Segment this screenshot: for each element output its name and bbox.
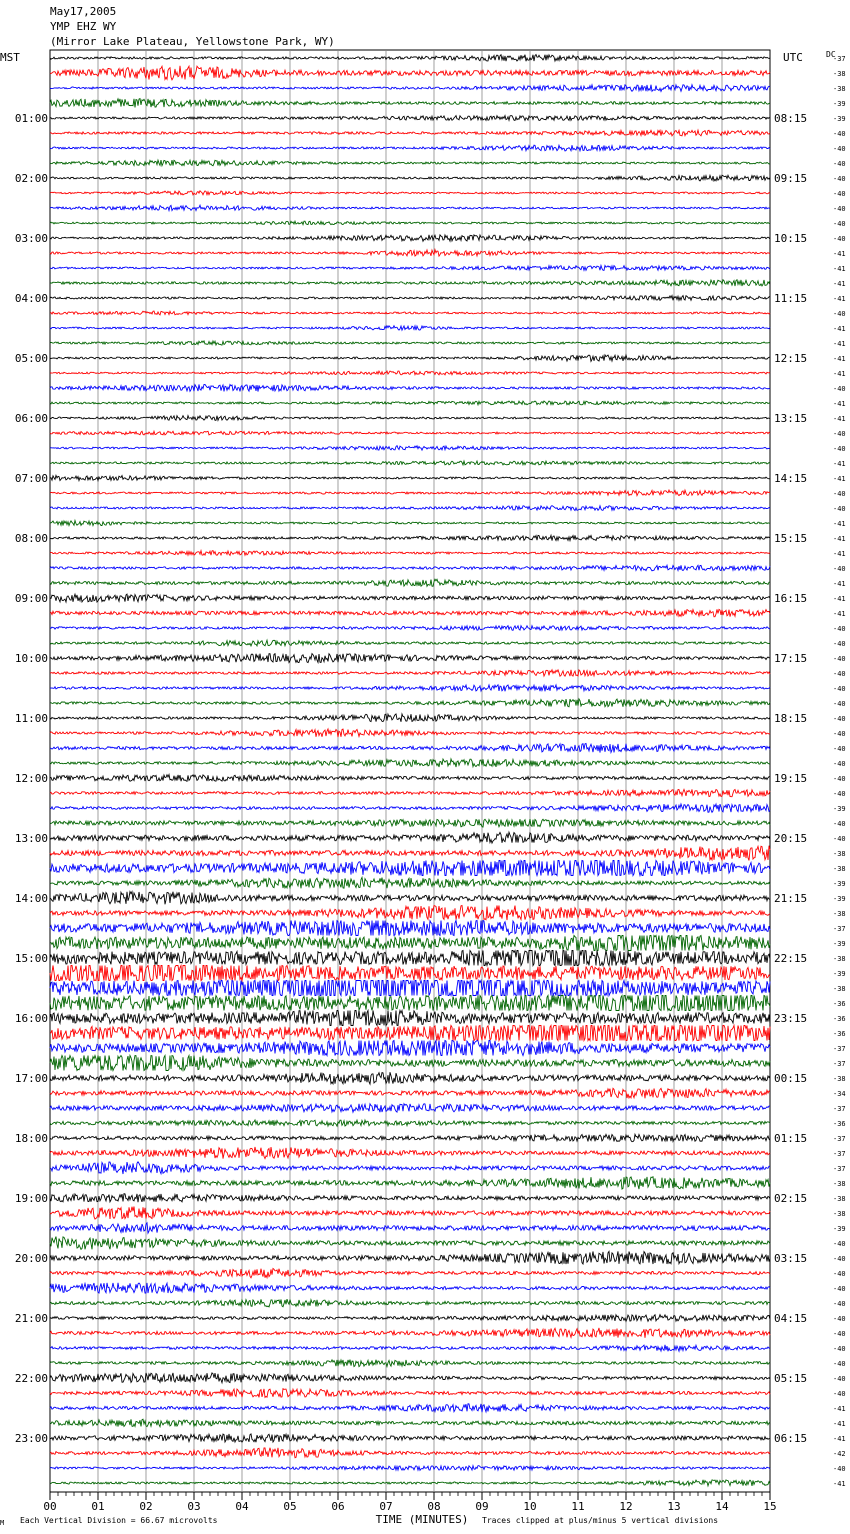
utc-hour-label: 19:15	[774, 772, 808, 785]
trace-line	[50, 729, 770, 737]
utc-hour-label: 15:15	[774, 532, 808, 545]
mst-hour-label: 10:00	[14, 652, 48, 665]
trace-line	[50, 535, 770, 540]
dc-offset-label: -40	[833, 775, 846, 783]
utc-hour-label: 12:15	[774, 352, 808, 365]
x-tick-label: 10	[523, 1500, 537, 1513]
trace-line	[50, 250, 770, 256]
left-timezone-label: MST	[0, 51, 20, 64]
dc-offset-label: -41	[833, 400, 846, 408]
trace-line	[50, 145, 770, 151]
dc-offset-label: -36	[833, 1030, 846, 1038]
utc-hour-label: 04:15	[774, 1312, 808, 1325]
utc-hour-label: 02:15	[774, 1192, 808, 1205]
trace-line	[50, 341, 770, 345]
mst-hour-label: 08:00	[14, 532, 48, 545]
trace-line	[50, 1194, 770, 1203]
trace-line	[50, 1147, 770, 1159]
utc-hour-label: 01:15	[774, 1132, 808, 1145]
dc-offset-label: -36	[833, 1000, 846, 1008]
trace-line	[50, 951, 770, 966]
trace-line	[50, 461, 770, 465]
trace-line	[50, 832, 770, 843]
mst-hour-label: 06:00	[14, 412, 48, 425]
trace-line	[50, 996, 770, 1011]
trace-line	[50, 1480, 770, 1486]
dc-offset-label: -41	[833, 610, 846, 618]
mst-hour-label: 21:00	[14, 1312, 48, 1325]
trace-line	[50, 775, 770, 782]
dc-offset-label: -34	[833, 1090, 846, 1098]
dc-offset-label: -37	[833, 55, 846, 63]
dc-offset-label: -36	[833, 1120, 846, 1128]
dc-offset-label: -40	[833, 655, 846, 663]
trace-line	[50, 936, 770, 951]
utc-hour-label: 21:15	[774, 892, 808, 905]
trace-line	[50, 594, 770, 602]
dc-offset-label: -38	[833, 850, 846, 858]
trace-line	[50, 921, 770, 936]
trace-line	[50, 1134, 770, 1141]
dc-offset-label: -39	[833, 895, 846, 903]
trace-line	[50, 1419, 770, 1427]
trace-line	[50, 1434, 770, 1442]
dc-offset-label: -40	[833, 235, 846, 243]
dc-offset-label: -38	[833, 70, 846, 78]
mst-hour-label: 12:00	[14, 772, 48, 785]
dc-offset-label: -40	[833, 835, 846, 843]
corner-mark: M	[0, 1519, 5, 1527]
trace-line	[50, 475, 770, 480]
mst-hour-label: 14:00	[14, 892, 48, 905]
trace-line	[50, 116, 770, 121]
dc-offset-label: -39	[833, 100, 846, 108]
dc-offset-label: -40	[833, 175, 846, 183]
dc-offset-label: -41	[833, 1420, 846, 1428]
trace-line	[50, 311, 770, 315]
dc-offset-label: -38	[833, 910, 846, 918]
dc-offset-label: -41	[833, 340, 846, 348]
dc-offset-label: -41	[833, 580, 846, 588]
dc-offset-label: -41	[833, 265, 846, 273]
trace-line	[50, 1299, 770, 1307]
dc-offset-label: -37	[833, 1060, 846, 1068]
dc-offset-label: -41	[833, 1405, 846, 1413]
trace-line	[50, 266, 770, 271]
mst-hour-label: 05:00	[14, 352, 48, 365]
trace-line	[50, 789, 770, 796]
trace-line	[50, 55, 770, 62]
dc-offset-label: -39	[833, 115, 846, 123]
dc-offset-label: -38	[833, 1075, 846, 1083]
dc-offset-label: -40	[833, 715, 846, 723]
dc-offset-label: -37	[833, 1105, 846, 1113]
dc-offset-label: -41	[833, 520, 846, 528]
utc-hour-label: 00:15	[774, 1072, 808, 1085]
trace-line	[50, 804, 770, 812]
dc-offset-label: -41	[833, 325, 846, 333]
trace-line	[50, 1373, 770, 1383]
trace-line	[50, 759, 770, 767]
x-tick-label: 05	[283, 1500, 297, 1513]
dc-offset-label: -39	[833, 1225, 846, 1233]
dc-offset-label: -38	[833, 85, 846, 93]
trace-line	[50, 1251, 770, 1264]
dc-offset-label: -40	[833, 1300, 846, 1308]
utc-hour-label: 20:15	[774, 832, 808, 845]
mst-hour-label: 09:00	[14, 592, 48, 605]
mst-hour-label: 19:00	[14, 1192, 48, 1205]
dc-offset-label: -42	[833, 1450, 846, 1458]
dc-offset-label: -40	[833, 145, 846, 153]
dc-offset-label: -41	[833, 1435, 846, 1443]
dc-offset-label: -40	[833, 565, 846, 573]
trace-line	[50, 85, 770, 92]
dc-offset-label: -40	[833, 1240, 846, 1248]
trace-line	[50, 66, 770, 80]
trace-line	[50, 551, 770, 556]
dc-offset-label: -38	[833, 1180, 846, 1188]
dc-offset-label: -40	[833, 1255, 846, 1263]
dc-offset-label: -38	[833, 1195, 846, 1203]
dc-offset-label: -40	[833, 1315, 846, 1323]
dc-offset-label: -41	[833, 280, 846, 288]
x-axis-label: TIME (MINUTES)	[375, 1513, 469, 1526]
trace-line	[50, 431, 770, 435]
dc-offset-label: -39	[833, 970, 846, 978]
x-tick-label: 04	[235, 1500, 249, 1513]
dc-offset-label: -40	[833, 1270, 846, 1278]
trace-line	[50, 1088, 770, 1098]
dc-offset-label: -41	[833, 295, 846, 303]
x-tick-label: 00	[43, 1500, 57, 1513]
utc-hour-label: 10:15	[774, 232, 808, 245]
dc-offset-label: -41	[833, 595, 846, 603]
trace-line	[50, 1389, 770, 1398]
utc-hour-label: 11:15	[774, 292, 808, 305]
trace-line	[50, 579, 770, 586]
dc-header-label: DC	[826, 50, 836, 59]
x-tick-label: 01	[91, 1500, 105, 1513]
trace-line	[50, 1360, 770, 1367]
dc-offset-label: -40	[833, 130, 846, 138]
trace-line	[50, 609, 770, 616]
dc-offset-label: -40	[833, 205, 846, 213]
dc-offset-label: -41	[833, 250, 846, 258]
mst-hour-label: 04:00	[14, 292, 48, 305]
x-tick-label: 11	[571, 1500, 585, 1513]
dc-offset-label: -40	[833, 490, 846, 498]
mst-hour-label: 17:00	[14, 1072, 48, 1085]
trace-line	[50, 819, 770, 827]
trace-line	[50, 1237, 770, 1250]
header-station: YMP EHZ WY	[50, 20, 117, 33]
dc-offset-label: -40	[833, 1345, 846, 1353]
mst-hour-label: 02:00	[14, 172, 48, 185]
trace-line	[50, 1162, 770, 1174]
trace-line	[50, 506, 770, 511]
trace-line	[50, 714, 770, 722]
dc-offset-label: -40	[833, 1330, 846, 1338]
trace-line	[50, 1026, 770, 1041]
trace-line	[50, 280, 770, 286]
mst-hour-label: 11:00	[14, 712, 48, 725]
trace-line	[50, 191, 770, 195]
trace-line	[50, 1207, 770, 1220]
dc-offset-label: -41	[833, 370, 846, 378]
dc-offset-label: -41	[833, 550, 846, 558]
trace-line	[50, 670, 770, 676]
utc-hour-label: 17:15	[774, 652, 808, 665]
trace-line	[50, 1011, 770, 1026]
trace-line	[50, 1072, 770, 1084]
trace-line	[50, 235, 770, 241]
trace-line	[50, 355, 770, 361]
trace-line	[50, 221, 770, 225]
dc-offset-label: -40	[833, 505, 846, 513]
trace-line	[50, 1315, 770, 1322]
trace-line	[50, 1466, 770, 1471]
trace-line	[50, 416, 770, 421]
mst-hour-label: 16:00	[14, 1012, 48, 1025]
mst-hour-label: 03:00	[14, 232, 48, 245]
trace-line	[50, 685, 770, 692]
dc-offset-label: -40	[833, 430, 846, 438]
utc-hour-label: 09:15	[774, 172, 808, 185]
dc-offset-label: -37	[833, 1150, 846, 1158]
mst-hour-label: 07:00	[14, 472, 48, 485]
trace-line	[50, 1177, 770, 1189]
trace-line	[50, 906, 770, 921]
trace-line	[50, 626, 770, 631]
dc-offset-label: -37	[833, 925, 846, 933]
trace-line	[50, 99, 770, 108]
dc-offset-label: -40	[833, 385, 846, 393]
dc-offset-label: -40	[833, 745, 846, 753]
trace-line	[50, 446, 770, 450]
dc-offset-label: -40	[833, 445, 846, 453]
x-tick-label: 14	[715, 1500, 729, 1513]
x-tick-label: 03	[187, 1500, 201, 1513]
dc-offset-label: -36	[833, 1015, 846, 1023]
dc-offset-label: -41	[833, 1480, 846, 1488]
x-tick-label: 09	[475, 1500, 489, 1513]
dc-offset-label: -40	[833, 190, 846, 198]
scale-note: Each Vertical Division = 66.67 microvolts	[20, 1516, 218, 1525]
dc-offset-label: -38	[833, 865, 846, 873]
dc-offset-label: -40	[833, 760, 846, 768]
trace-line	[50, 1041, 770, 1056]
trace-line	[50, 175, 770, 181]
header-date: May17,2005	[50, 5, 117, 18]
x-tick-label: 12	[619, 1500, 633, 1513]
mst-hour-label: 15:00	[14, 952, 48, 965]
utc-hour-label: 14:15	[774, 472, 808, 485]
mst-hour-label: 13:00	[14, 832, 48, 845]
dc-offset-label: -37	[833, 1045, 846, 1053]
trace-line	[50, 1283, 770, 1293]
utc-hour-label: 03:15	[774, 1252, 808, 1265]
utc-hour-label: 08:15	[774, 112, 808, 125]
dc-offset-label: -40	[833, 1360, 846, 1368]
dc-offset-label: -41	[833, 415, 846, 423]
utc-hour-label: 18:15	[774, 712, 808, 725]
dc-offset-label: -40	[833, 700, 846, 708]
dc-offset-label: -40	[833, 670, 846, 678]
mst-hour-label: 18:00	[14, 1132, 48, 1145]
x-tick-label: 06	[331, 1500, 345, 1513]
trace-line	[50, 1404, 770, 1412]
trace-line	[50, 565, 770, 571]
trace-line	[50, 1120, 770, 1126]
mst-hour-label: 20:00	[14, 1252, 48, 1265]
trace-line	[50, 846, 770, 861]
x-tick-label: 15	[763, 1500, 777, 1513]
trace-line	[50, 490, 770, 496]
dc-offset-label: -40	[833, 820, 846, 828]
dc-offset-label: -40	[833, 685, 846, 693]
trace-line	[50, 1104, 770, 1113]
trace-line	[50, 326, 770, 331]
trace-line	[50, 892, 770, 905]
trace-line	[50, 861, 770, 876]
dc-offset-label: -39	[833, 880, 846, 888]
utc-hour-label: 13:15	[774, 412, 808, 425]
dc-offset-label: -38	[833, 985, 846, 993]
trace-line	[50, 981, 770, 996]
clip-note: Traces clipped at plus/minus 5 vertical divisions	[482, 1516, 719, 1525]
dc-offset-label: -41	[833, 460, 846, 468]
dc-offset-label: -41	[833, 535, 846, 543]
dc-offset-label: -37	[833, 1135, 846, 1143]
trace-line	[50, 1223, 770, 1233]
mst-hour-label: 23:00	[14, 1432, 48, 1445]
dc-offset-label: -39	[833, 940, 846, 948]
dc-offset-label: -40	[833, 790, 846, 798]
dc-offset-label: -41	[833, 475, 846, 483]
trace-line	[50, 966, 770, 981]
x-tick-label: 08	[427, 1500, 441, 1513]
trace-line	[50, 654, 770, 663]
trace-line	[50, 877, 770, 888]
trace-line	[50, 160, 770, 166]
trace-line	[50, 640, 770, 646]
dc-offset-label: -40	[833, 730, 846, 738]
utc-hour-label: 16:15	[774, 592, 808, 605]
utc-hour-label: 06:15	[774, 1432, 808, 1445]
dc-offset-label: -39	[833, 805, 846, 813]
trace-line	[50, 371, 770, 375]
dc-offset-label: -38	[833, 955, 846, 963]
trace-line	[50, 401, 770, 405]
dc-offset-label: -37	[833, 1165, 846, 1173]
trace-line	[50, 521, 770, 526]
dc-offset-label: -40	[833, 1390, 846, 1398]
dc-offset-label: -40	[833, 220, 846, 228]
trace-line	[50, 1448, 770, 1458]
dc-offset-label: -40	[833, 160, 846, 168]
right-timezone-label: UTC	[783, 51, 803, 64]
trace-line	[50, 130, 770, 136]
trace-line	[50, 1269, 770, 1278]
trace-line	[50, 1328, 770, 1338]
trace-line	[50, 699, 770, 707]
utc-hour-label: 23:15	[774, 1012, 808, 1025]
trace-line	[50, 384, 770, 391]
dc-offset-label: -40	[833, 625, 846, 633]
dc-offset-label: -40	[833, 1465, 846, 1473]
utc-hour-label: 05:15	[774, 1372, 808, 1385]
x-tick-label: 13	[667, 1500, 681, 1513]
mst-hour-label: 01:00	[14, 112, 48, 125]
mst-hour-label: 22:00	[14, 1372, 48, 1385]
dc-offset-label: -40	[833, 310, 846, 318]
utc-hour-label: 22:15	[774, 952, 808, 965]
trace-line	[50, 744, 770, 753]
dc-offset-label: -40	[833, 640, 846, 648]
dc-offset-label: -40	[833, 1375, 846, 1383]
trace-line	[50, 205, 770, 210]
dc-offset-label: -41	[833, 355, 846, 363]
x-tick-label: 07	[379, 1500, 393, 1513]
dc-offset-label: -38	[833, 1210, 846, 1218]
x-tick-label: 02	[139, 1500, 153, 1513]
trace-line	[50, 1056, 770, 1071]
trace-line	[50, 1345, 770, 1352]
dc-offset-label: -40	[833, 1285, 846, 1293]
header-location: (Mirror Lake Plateau, Yellowstone Park, WY)	[50, 35, 335, 48]
trace-line	[50, 296, 770, 301]
